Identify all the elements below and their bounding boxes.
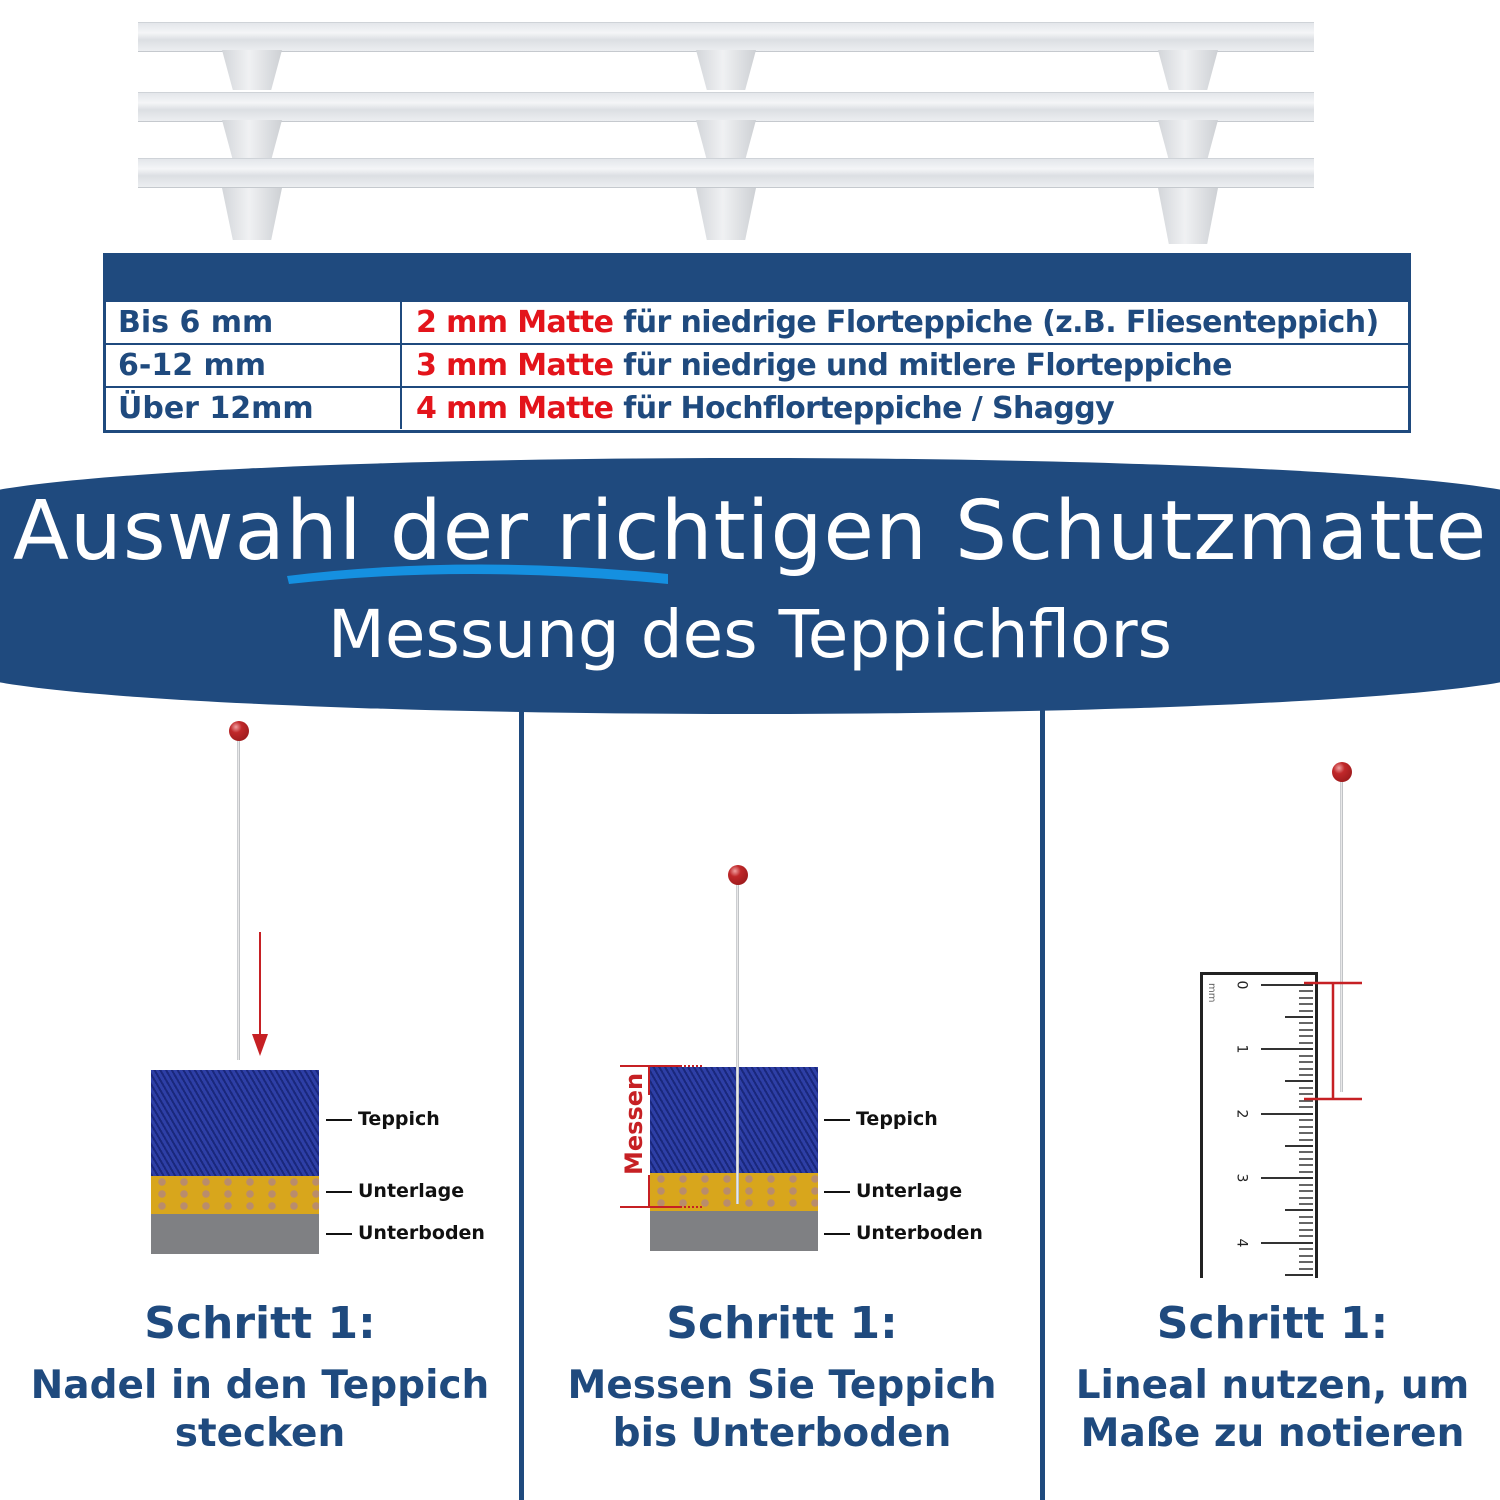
step-description-line: Messen Sie Teppich bbox=[567, 1363, 997, 1408]
step-description-line: Nadel in den Teppich bbox=[30, 1363, 490, 1408]
suction-foot bbox=[696, 120, 756, 160]
mat-strip bbox=[138, 158, 1314, 188]
pin-head-icon bbox=[229, 721, 249, 741]
step-description bbox=[0, 1362, 520, 1458]
step-description bbox=[524, 1362, 1040, 1458]
mat-recommendation-cell bbox=[402, 305, 1379, 340]
carpet-cross-section bbox=[151, 1070, 319, 1254]
suction-foot bbox=[222, 50, 282, 90]
step-description-line: Maße zu notieren bbox=[1080, 1411, 1465, 1456]
subfloor-layer bbox=[650, 1211, 818, 1251]
pile-height-cell: 6-12 mm bbox=[106, 345, 402, 386]
table-row bbox=[106, 300, 1408, 343]
step-title: Schritt 1: bbox=[666, 1298, 898, 1349]
pin-head-icon bbox=[1332, 762, 1352, 782]
pin-icon bbox=[736, 882, 739, 1204]
pin-icon bbox=[237, 740, 240, 1060]
ruler-tick-label: 1 bbox=[1233, 1044, 1250, 1054]
table-row bbox=[106, 386, 1408, 429]
mat-recommendation-cell bbox=[402, 348, 1232, 383]
label-carpet: Teppich bbox=[824, 1108, 938, 1130]
mat-description: für niedrige und mitlere Florteppiche bbox=[613, 348, 1232, 383]
suction-foot bbox=[1158, 50, 1218, 90]
label-carpet: Teppich bbox=[326, 1108, 440, 1130]
carpet-layer bbox=[151, 1070, 319, 1176]
mat-strip bbox=[138, 92, 1314, 122]
product-image bbox=[138, 20, 1314, 250]
step-description-line: Lineal nutzen, um bbox=[1075, 1363, 1470, 1408]
table-header bbox=[106, 256, 1408, 300]
step-title: Schritt 1: bbox=[1156, 1298, 1389, 1349]
pile-height-cell: Über 12mm bbox=[106, 388, 402, 429]
mat-thickness: 2 mm Matte bbox=[416, 305, 614, 340]
mat-strip bbox=[138, 22, 1314, 52]
mat-recommendation-cell bbox=[402, 391, 1114, 426]
suction-foot bbox=[222, 188, 282, 240]
step-description-line: bis Unterboden bbox=[612, 1411, 952, 1456]
mat-description: für niedrige Florteppiche (z.B. Fliesenteppich) bbox=[613, 305, 1379, 340]
step-description bbox=[1045, 1362, 1500, 1458]
step-title: Schritt 1: bbox=[144, 1298, 376, 1349]
pile-height-cell: Bis 6 mm bbox=[106, 302, 402, 343]
suction-foot bbox=[222, 120, 282, 160]
mat-thickness-table bbox=[103, 253, 1411, 433]
mat-description: für Hochflorteppiche / Shaggy bbox=[613, 391, 1115, 426]
underlay-layer bbox=[151, 1176, 319, 1214]
label-subfloor: Unterboden bbox=[824, 1222, 983, 1244]
page-subtitle: Messung des Teppichflors bbox=[327, 596, 1173, 673]
ruler-tick-label: 0 bbox=[1233, 980, 1250, 990]
measure-label: Messen bbox=[620, 1072, 648, 1175]
mat-thickness: 3 mm Matte bbox=[416, 348, 614, 383]
suction-foot bbox=[696, 188, 756, 240]
suction-foot bbox=[1158, 120, 1218, 160]
ruler-tick-label: 2 bbox=[1233, 1109, 1250, 1119]
subfloor-layer bbox=[151, 1214, 319, 1254]
arrow-down-icon bbox=[250, 932, 270, 1056]
label-underlay: Unterlage bbox=[824, 1180, 962, 1202]
ruler-tick-label: 4 bbox=[1233, 1238, 1250, 1248]
ruler-tick-label: 3 bbox=[1233, 1173, 1250, 1183]
page-title: Auswahl der richtigen Schutzmatte bbox=[12, 484, 1488, 579]
label-underlay: Unterlage bbox=[326, 1180, 464, 1202]
suction-foot bbox=[1158, 188, 1218, 244]
table-row bbox=[106, 343, 1408, 386]
step-description-line: stecken bbox=[174, 1411, 346, 1456]
ruler-unit: mm bbox=[1206, 983, 1217, 1003]
pin-head-icon bbox=[728, 865, 748, 885]
suction-foot bbox=[696, 50, 756, 90]
mat-thickness: 4 mm Matte bbox=[416, 391, 614, 426]
label-subfloor: Unterboden bbox=[326, 1222, 485, 1244]
measure-bracket-icon bbox=[1300, 978, 1366, 1104]
